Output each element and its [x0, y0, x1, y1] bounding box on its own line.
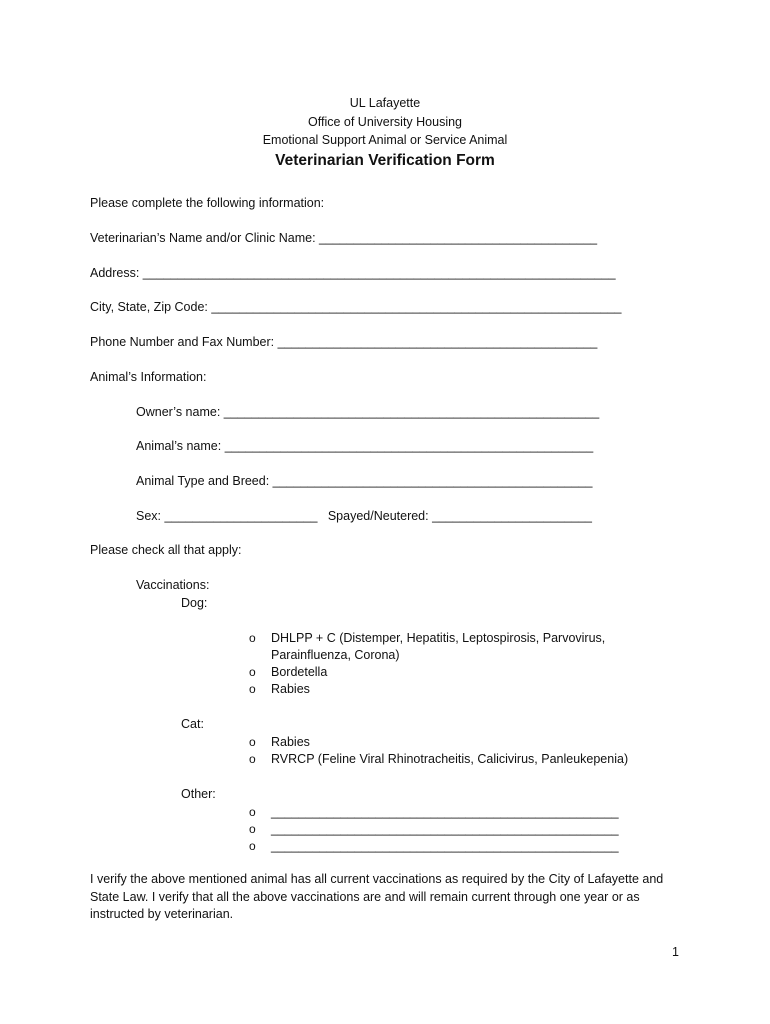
animal-info-heading: Animal’s Information: [90, 370, 207, 384]
intro-text: Please complete the following information: [90, 196, 325, 210]
city-state-zip-field[interactable]: City, State, Zip Code: ___________________________________________________________ [90, 300, 622, 314]
dog-label: Dog: [181, 596, 208, 610]
header-subtitle: Emotional Support Animal or Service Animal [262, 133, 508, 147]
header-institution: UL Lafayette [349, 96, 421, 110]
checkbox-bullet[interactable]: o [249, 682, 256, 696]
cat-item-rabies: Rabies [271, 735, 310, 749]
other-label: Other: [181, 787, 216, 801]
page-number: 1 [672, 945, 679, 959]
phone-fax-field[interactable]: Phone Number and Fax Number: ______________________________________________ [90, 335, 598, 349]
sex-spayed-field[interactable]: Sex: ______________________ Spayed/Neutered: _______________________ [136, 509, 592, 523]
other-blank-field[interactable]: __________________________________________________ [271, 805, 619, 819]
header-office: Office of University Housing [308, 115, 462, 129]
verification-statement: I verify the above mentioned animal has all current vaccinations as required by the City of Lafayette and State Law. I verify that all the above vaccinations are and will remain current through one year or as instructed by veterinarian. [90, 872, 664, 921]
cat-item-rvrcp: RVRCP (Feline Viral Rhinotracheitis, Calicivirus, Panleukepenia) [271, 752, 629, 766]
vet-name-field[interactable]: Veterinarian’s Name and/or Clinic Name: ________________________________________ [90, 231, 598, 245]
animal-name-field[interactable]: Animal’s name: _____________________________________________________ [136, 439, 594, 453]
checkbox-bullet[interactable]: o [249, 665, 256, 679]
cat-label: Cat: [181, 717, 204, 731]
checkbox-bullet[interactable]: o [249, 631, 256, 645]
checkbox-bullet[interactable]: o [249, 752, 256, 766]
form-title: Veterinarian Verification Form [275, 152, 495, 169]
dog-item-bordetella: Bordetella [271, 665, 328, 679]
check-heading: Please check all that apply: [90, 543, 242, 557]
checkbox-bullet[interactable]: o [249, 735, 256, 749]
dog-item-dhlpp-cont: Parainfluenza, Corona) [271, 648, 400, 662]
checkbox-bullet[interactable]: o [249, 805, 256, 819]
owner-name-field[interactable]: Owner’s name: ______________________________________________________ [136, 405, 600, 419]
checkbox-bullet[interactable]: o [249, 839, 256, 853]
other-blank-field[interactable]: __________________________________________________ [271, 839, 619, 853]
dog-item-rabies: Rabies [271, 682, 310, 696]
dog-item-dhlpp: DHLPP + C (Distemper, Hepatitis, Leptospirosis, Parvovirus, [271, 631, 606, 645]
address-field[interactable]: Address: ____________________________________________________________________ [90, 266, 616, 280]
checkbox-bullet[interactable]: o [249, 822, 256, 836]
type-breed-field[interactable]: Animal Type and Breed: ______________________________________________ [136, 474, 593, 488]
vaccinations-label: Vaccinations: [136, 578, 210, 592]
other-blank-field[interactable]: __________________________________________________ [271, 822, 619, 836]
